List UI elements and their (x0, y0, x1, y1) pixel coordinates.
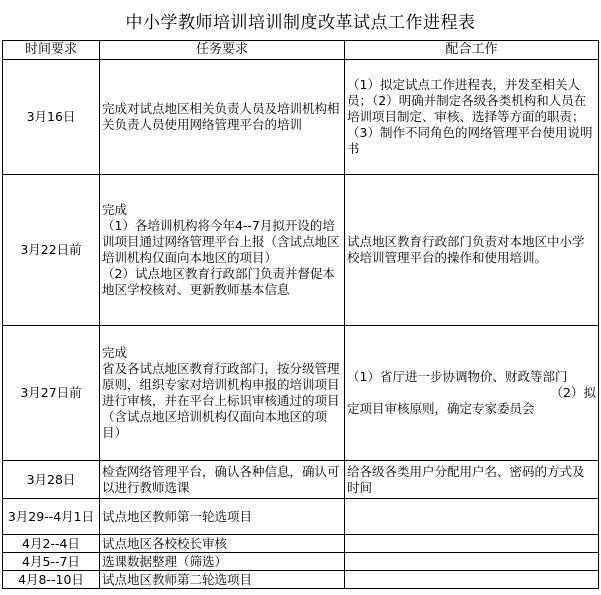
coop-cell (345, 535, 599, 553)
table-row (3, 461, 599, 499)
time-cell: 4月5--7日 (3, 553, 100, 571)
table-row (3, 60, 599, 175)
time-cell: 3月27日前 (3, 326, 100, 461)
time-cell: 3月16日 (3, 60, 100, 175)
table-row (3, 175, 599, 326)
coop-line: （2）拟 (550, 385, 596, 400)
task-cell: 完成对试点地区相关负责人员及培训机构相关负责人员使用网络管理平台的培训 (100, 60, 345, 175)
coop-cell (345, 571, 599, 589)
coop-cell: 给各级各类用户分配用户名、密码的方式及时间 (345, 461, 599, 499)
time-cell: 3月29--4月1日 (3, 499, 100, 535)
coop-cell (345, 553, 599, 571)
coop-line: （1）省厅进一步协调物价、财政等部门 (347, 369, 568, 384)
task-cell: 检查网络管理平台，确认各种信息，确认可以进行教师选课 (100, 461, 345, 499)
table-row (3, 326, 599, 461)
header-row (3, 41, 599, 60)
table-row (3, 535, 599, 553)
time-cell: 4月2--4日 (3, 535, 100, 553)
coop-cell: （1）拟定试点工作进程表，并发至相关人员；（2）明确并制定各级各类机构和人员在培训项目制定、审核、选择等方面的职责；（3）制作不同角色的网络管理平台使用说明书 (345, 60, 599, 175)
coop-cell: 试点地区教育行政部门负责对本地区中小学校培训管理平台的操作和使用培训。 (345, 175, 599, 326)
header-coop: 配合工作 (345, 41, 599, 60)
header-task: 任务要求 (100, 41, 345, 60)
schedule-table (2, 40, 599, 589)
table-row (3, 553, 599, 571)
task-cell: 选课数据整理（筛选） (100, 553, 345, 571)
task-cell: 完成 省及各试点地区教育行政部门，按分级管理原则，组织专家对培训机构申报的培训项目进行审核，并在平台上标识审核通过的项目（含试点地区培训机构仅面向本地区的项目） (100, 326, 345, 461)
time-cell: 3月28日 (3, 461, 100, 499)
task-cell: 试点地区教师第二轮选项目 (100, 571, 345, 589)
coop-cell (345, 499, 599, 535)
task-cell: 试点地区各校校长审核 (100, 535, 345, 553)
table-row (3, 571, 599, 589)
task-cell: 完成 （1）各培训机构将今年4--7月拟开设的培训项目通过网络管理平台上报（含试点地区培训机构仅面向本地区的项目） （2）试点地区教育行政部门负责并督促本地区学校核对、更新教师基本信息 (100, 175, 345, 326)
time-cell: 4月8--10日 (3, 571, 100, 589)
table-row (3, 499, 599, 535)
coop-line: 定项目审核原则，确定专家委员会 (347, 401, 535, 416)
coop-cell (345, 326, 599, 461)
header-time: 时间要求 (3, 41, 100, 60)
task-cell: 试点地区教师第一轮选项目 (100, 499, 345, 535)
page-title: 中小学教师培训培训制度改革试点工作进程表 (125, 12, 476, 33)
time-cell: 3月22日前 (3, 175, 100, 326)
